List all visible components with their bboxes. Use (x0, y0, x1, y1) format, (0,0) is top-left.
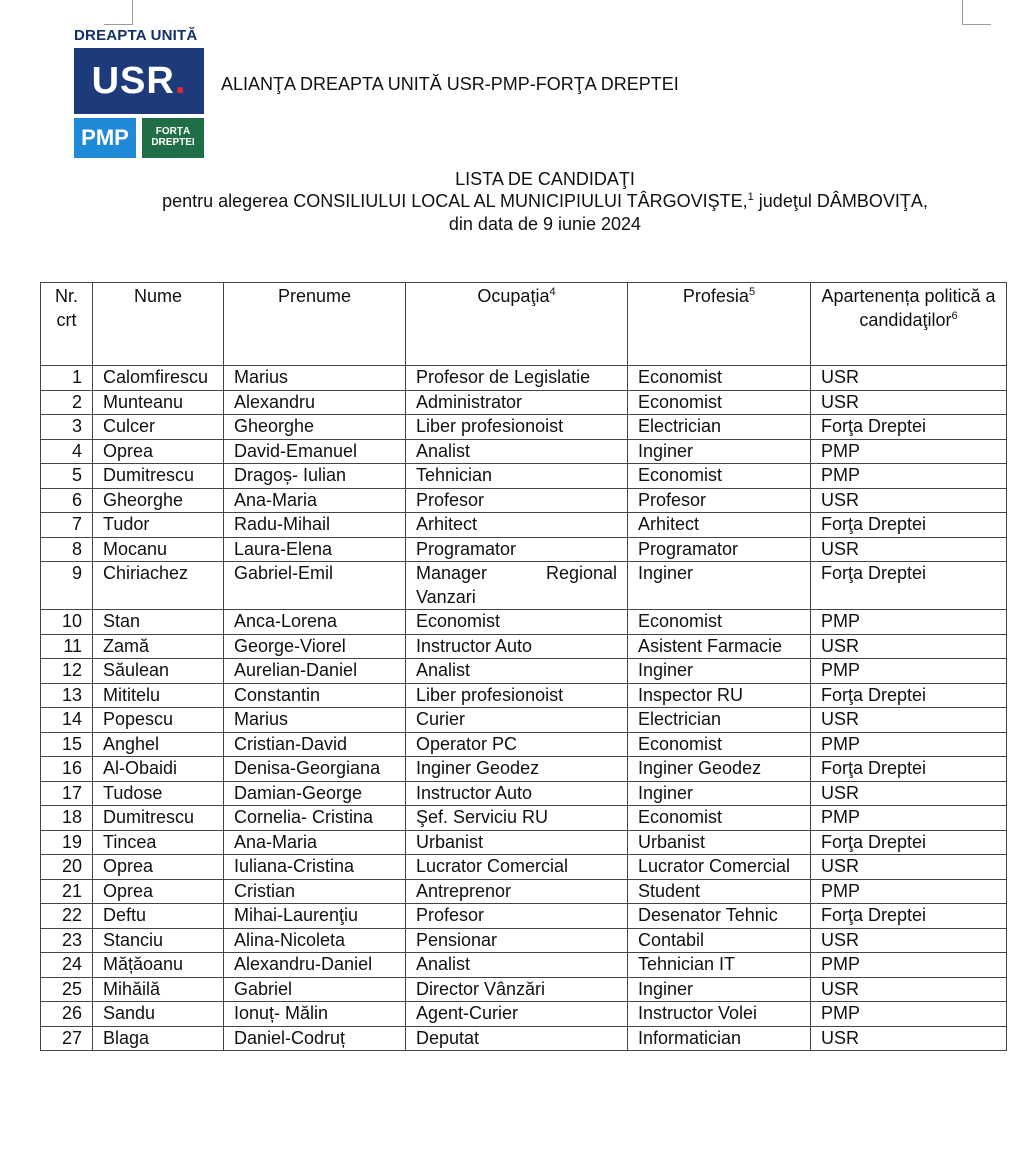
cell-ocupatia: Antreprenor (406, 879, 628, 904)
cell-nume: Stanciu (93, 928, 224, 953)
cell-profesia: Contabil (628, 928, 811, 953)
cell-nume: Sandu (93, 1002, 224, 1027)
cell-prenume: Denisa-Georgiana (224, 757, 406, 782)
cell-apartenenta: PMP (811, 439, 1007, 464)
header-prenume-text: Prenume (277, 286, 352, 306)
cell-ocupatia: Director Vânzări (406, 977, 628, 1002)
cell-prenume: Damian-George (224, 781, 406, 806)
table-row (41, 390, 1007, 415)
cell-profesia: Tehnician IT (628, 953, 811, 978)
logo-bottom-row (74, 118, 206, 158)
table-row (41, 464, 1007, 489)
header-apartenenta (811, 283, 1007, 366)
cell-nr: 4 (41, 439, 93, 464)
header-ocupatia-text: Ocupaţia (477, 286, 550, 306)
cell-nume: Popescu (93, 708, 224, 733)
cell-profesia: Inginer (628, 439, 811, 464)
crop-mark-top-left (104, 0, 133, 25)
cell-profesia: Inginer (628, 659, 811, 684)
cell-apartenenta: PMP (811, 732, 1007, 757)
cell-profesia: Desenator Tehnic (628, 904, 811, 929)
cell-apartenenta: Forţa Dreptei (811, 415, 1007, 440)
cell-ocupatia: Curier (406, 708, 628, 733)
cell-prenume: Cristian (224, 879, 406, 904)
table-header-row (41, 283, 1007, 366)
table-row (41, 537, 1007, 562)
cell-ocupatia: Arhitect (406, 513, 628, 538)
cell-apartenenta: PMP (811, 953, 1007, 978)
cell-profesia: Asistent Farmacie (628, 634, 811, 659)
cell-nr: 15 (41, 732, 93, 757)
cell-apartenenta: USR (811, 366, 1007, 391)
cell-nume: Mățăoanu (93, 953, 224, 978)
cell-nr: 26 (41, 1002, 93, 1027)
title-line-2-county: judeţul DÂMBOVIŢA, (753, 191, 928, 211)
header-prenume (224, 283, 406, 366)
cell-prenume: Cornelia- Cristina (224, 806, 406, 831)
cell-profesia: Instructor Volei (628, 1002, 811, 1027)
table-row (41, 928, 1007, 953)
cell-profesia: Arhitect (628, 513, 811, 538)
cell-profesia: Economist (628, 390, 811, 415)
cell-prenume: Gheorghe (224, 415, 406, 440)
cell-ocupatia: Profesor de Legislatie (406, 366, 628, 391)
table-row (41, 610, 1007, 635)
cell-nr: 9 (41, 562, 93, 610)
header-apartenenta-text: Apartenența politică a candidaţilor (821, 286, 996, 330)
cell-nr: 3 (41, 415, 93, 440)
cell-apartenenta: USR (811, 855, 1007, 880)
cell-nume: Dumitrescu (93, 464, 224, 489)
cell-ocupatia: Lucrator Comercial (406, 855, 628, 880)
cell-nume: Munteanu (93, 390, 224, 415)
cell-ocupatia: Analist (406, 953, 628, 978)
table-row (41, 806, 1007, 831)
table-row (41, 415, 1007, 440)
cell-nr: 2 (41, 390, 93, 415)
cell-prenume: Dragoș- Iulian (224, 464, 406, 489)
cell-nr: 22 (41, 904, 93, 929)
cell-prenume: Radu-Mihail (224, 513, 406, 538)
logo-forta-line1: FORȚA (155, 126, 191, 137)
cell-profesia: Inginer (628, 562, 811, 610)
cell-prenume: Ionuț- Mălin (224, 1002, 406, 1027)
cell-apartenenta: USR (811, 390, 1007, 415)
alliance-name: ALIANŢA DREAPTA UNITĂ USR-PMP-FORŢA DREPTEI (221, 74, 679, 94)
cell-ocupatia: Economist (406, 610, 628, 635)
cell-prenume: Anca-Lorena (224, 610, 406, 635)
table-row (41, 634, 1007, 659)
cell-nr: 8 (41, 537, 93, 562)
cell-nume: Tudor (93, 513, 224, 538)
cell-apartenenta: USR (811, 1026, 1007, 1051)
table-row (41, 830, 1007, 855)
cell-nume: Blaga (93, 1026, 224, 1051)
cell-prenume: Marius (224, 708, 406, 733)
footnote-ref: 1 (747, 191, 754, 203)
footnote-ref: 6 (951, 309, 958, 322)
header-nr-text: Nr. crt (54, 286, 78, 330)
table-row (41, 488, 1007, 513)
cell-apartenenta: USR (811, 781, 1007, 806)
cell-ocupatia: Inginer Geodez (406, 757, 628, 782)
cell-ocupatia: Profesor (406, 488, 628, 513)
cell-apartenenta: USR (811, 488, 1007, 513)
cell-profesia: Inginer (628, 781, 811, 806)
cell-nr: 27 (41, 1026, 93, 1051)
logo-forta-block (142, 118, 204, 158)
cell-profesia: Programator (628, 537, 811, 562)
cell-apartenenta: USR (811, 537, 1007, 562)
party-logo (74, 26, 206, 158)
cell-prenume: Constantin (224, 683, 406, 708)
cell-profesia: Lucrator Comercial (628, 855, 811, 880)
cell-apartenenta: PMP (811, 806, 1007, 831)
table-row (41, 732, 1007, 757)
table-row (41, 366, 1007, 391)
cell-ocupatia: Programator (406, 537, 628, 562)
cell-nr: 12 (41, 659, 93, 684)
cell-profesia: Inspector RU (628, 683, 811, 708)
table-row (41, 659, 1007, 684)
cell-nume: Chiriachez (93, 562, 224, 610)
cell-prenume: Aurelian-Daniel (224, 659, 406, 684)
title-line-1: LISTA DE CANDIDAŢI (455, 169, 635, 189)
cell-apartenenta: Forţa Dreptei (811, 562, 1007, 610)
cell-apartenenta: USR (811, 634, 1007, 659)
crop-mark-top-right (962, 0, 991, 25)
cell-ocupatia: Profesor (406, 904, 628, 929)
candidates-table (40, 282, 1007, 1051)
cell-nr: 18 (41, 806, 93, 831)
cell-nr: 13 (41, 683, 93, 708)
cell-nume: Al-Obaidi (93, 757, 224, 782)
cell-nr: 20 (41, 855, 93, 880)
cell-prenume: Daniel-Codruț (224, 1026, 406, 1051)
cell-ocupatia: Liber profesionoist (406, 415, 628, 440)
footnote-ref: 4 (549, 286, 556, 298)
logo-top-text: DREAPTA UNITĂ (74, 27, 198, 44)
cell-nr: 21 (41, 879, 93, 904)
cell-profesia: Economist (628, 732, 811, 757)
table-row (41, 757, 1007, 782)
cell-ocupatia: Liber profesionoist (406, 683, 628, 708)
cell-nr: 19 (41, 830, 93, 855)
table-row (41, 855, 1007, 880)
header-ocupatia (406, 283, 628, 366)
table-row (41, 562, 1007, 610)
cell-nume: Anghel (93, 732, 224, 757)
cell-prenume: Marius (224, 366, 406, 391)
cell-nume: Tincea (93, 830, 224, 855)
cell-nume: Stan (93, 610, 224, 635)
table-row (41, 977, 1007, 1002)
table-row (41, 439, 1007, 464)
cell-ocupatia: Analist (406, 659, 628, 684)
cell-prenume: Alexandru-Daniel (224, 953, 406, 978)
cell-nume: Oprea (93, 439, 224, 464)
cell-prenume: Mihai-Laurenţiu (224, 904, 406, 929)
table-row (41, 953, 1007, 978)
cell-nr: 1 (41, 366, 93, 391)
cell-ocupatia: Şef. Serviciu RU (406, 806, 628, 831)
cell-prenume: Alexandru (224, 390, 406, 415)
cell-profesia: Profesor (628, 488, 811, 513)
logo-forta-line2: DREPTEI (151, 137, 195, 148)
cell-profesia: Economist (628, 806, 811, 831)
table-row (41, 683, 1007, 708)
cell-nr: 16 (41, 757, 93, 782)
cell-profesia: Student (628, 879, 811, 904)
header-nr (41, 283, 93, 366)
cell-profesia: Inginer (628, 977, 811, 1002)
cell-ocupatia: Analist (406, 439, 628, 464)
logo-usr-text: USR (91, 60, 175, 102)
table-row (41, 781, 1007, 806)
table-row (41, 513, 1007, 538)
cell-apartenenta: USR (811, 977, 1007, 1002)
cell-apartenenta: Forţa Dreptei (811, 757, 1007, 782)
cell-apartenenta: Forţa Dreptei (811, 904, 1007, 929)
cell-ocupatia: Instructor Auto (406, 781, 628, 806)
cell-prenume: Ana-Maria (224, 830, 406, 855)
cell-prenume: Gabriel (224, 977, 406, 1002)
cell-nr: 5 (41, 464, 93, 489)
cell-prenume: David-Emanuel (224, 439, 406, 464)
cell-nume: Culcer (93, 415, 224, 440)
cell-profesia: Electrician (628, 415, 811, 440)
cell-prenume: Alina-Nicoleta (224, 928, 406, 953)
header-profesia (628, 283, 811, 366)
cell-nume: Mocanu (93, 537, 224, 562)
cell-ocupatia: Tehnician (406, 464, 628, 489)
title-line-2 (100, 190, 990, 213)
cell-nr: 6 (41, 488, 93, 513)
cell-apartenenta: USR (811, 708, 1007, 733)
cell-prenume: Gabriel-Emil (224, 562, 406, 610)
cell-profesia: Inginer Geodez (628, 757, 811, 782)
cell-nume: Oprea (93, 879, 224, 904)
cell-prenume: Iuliana-Cristina (224, 855, 406, 880)
table-row (41, 904, 1007, 929)
cell-ocupatia: Operator PC (406, 732, 628, 757)
cell-nr: 14 (41, 708, 93, 733)
cell-nr: 25 (41, 977, 93, 1002)
logo-pmp-block: PMP (74, 118, 136, 158)
table-row (41, 1026, 1007, 1051)
cell-nume: Tudose (93, 781, 224, 806)
cell-nume: Gheorghe (93, 488, 224, 513)
cell-apartenenta: PMP (811, 1002, 1007, 1027)
cell-profesia: Informatician (628, 1026, 811, 1051)
cell-nume: Deftu (93, 904, 224, 929)
cell-nume: Zamă (93, 634, 224, 659)
cell-apartenenta: PMP (811, 879, 1007, 904)
header-profesia-text: Profesia (682, 286, 749, 306)
footnote-ref: 5 (748, 286, 756, 298)
cell-apartenenta: Forţa Dreptei (811, 513, 1007, 538)
cell-apartenenta: Forţa Dreptei (811, 683, 1007, 708)
cell-prenume: Laura-Elena (224, 537, 406, 562)
cell-profesia: Economist (628, 464, 811, 489)
cell-apartenenta: PMP (811, 464, 1007, 489)
cell-prenume: Cristian-David (224, 732, 406, 757)
cell-prenume: Ana-Maria (224, 488, 406, 513)
cell-ocupatia: Pensionar (406, 928, 628, 953)
cell-nume: Dumitrescu (93, 806, 224, 831)
cell-ocupatia: Deputat (406, 1026, 628, 1051)
cell-nume: Oprea (93, 855, 224, 880)
cell-nume: Mihăilă (93, 977, 224, 1002)
title-line-2-main: pentru alegerea CONSILIULUI LOCAL AL MUNICIPIULUI TÂRGOVIŞTE, (162, 191, 748, 211)
cell-nr: 7 (41, 513, 93, 538)
cell-nume: Mititelu (93, 683, 224, 708)
logo-usr-block (74, 48, 204, 114)
cell-ocupatia: Administrator (406, 390, 628, 415)
cell-nr: 11 (41, 634, 93, 659)
cell-nr: 17 (41, 781, 93, 806)
cell-profesia: Economist (628, 610, 811, 635)
cell-profesia: Urbanist (628, 830, 811, 855)
table-row (41, 879, 1007, 904)
cell-prenume: George-Viorel (224, 634, 406, 659)
cell-apartenenta: Forţa Dreptei (811, 830, 1007, 855)
cell-apartenenta: PMP (811, 659, 1007, 684)
cell-nr: 23 (41, 928, 93, 953)
cell-apartenenta: PMP (811, 610, 1007, 635)
cell-ocupatia: Urbanist (406, 830, 628, 855)
cell-ocupatia: Agent-Curier (406, 1002, 628, 1027)
title-line-3: din data de 9 iunie 2024 (448, 214, 642, 234)
header-nume-text: Nume (133, 286, 182, 306)
cell-profesia: Economist (628, 366, 811, 391)
cell-profesia: Electrician (628, 708, 811, 733)
cell-ocupatia: Manager Regional Vanzari (406, 562, 628, 610)
table-row (41, 708, 1007, 733)
cell-nr: 24 (41, 953, 93, 978)
cell-ocupatia: Instructor Auto (406, 634, 628, 659)
cell-nume: Săulean (93, 659, 224, 684)
cell-apartenenta: USR (811, 928, 1007, 953)
cell-nume: Calomfirescu (93, 366, 224, 391)
table-row (41, 1002, 1007, 1027)
cell-nr: 10 (41, 610, 93, 635)
header-nume (93, 283, 224, 366)
logo-usr-dot: . (174, 60, 187, 102)
